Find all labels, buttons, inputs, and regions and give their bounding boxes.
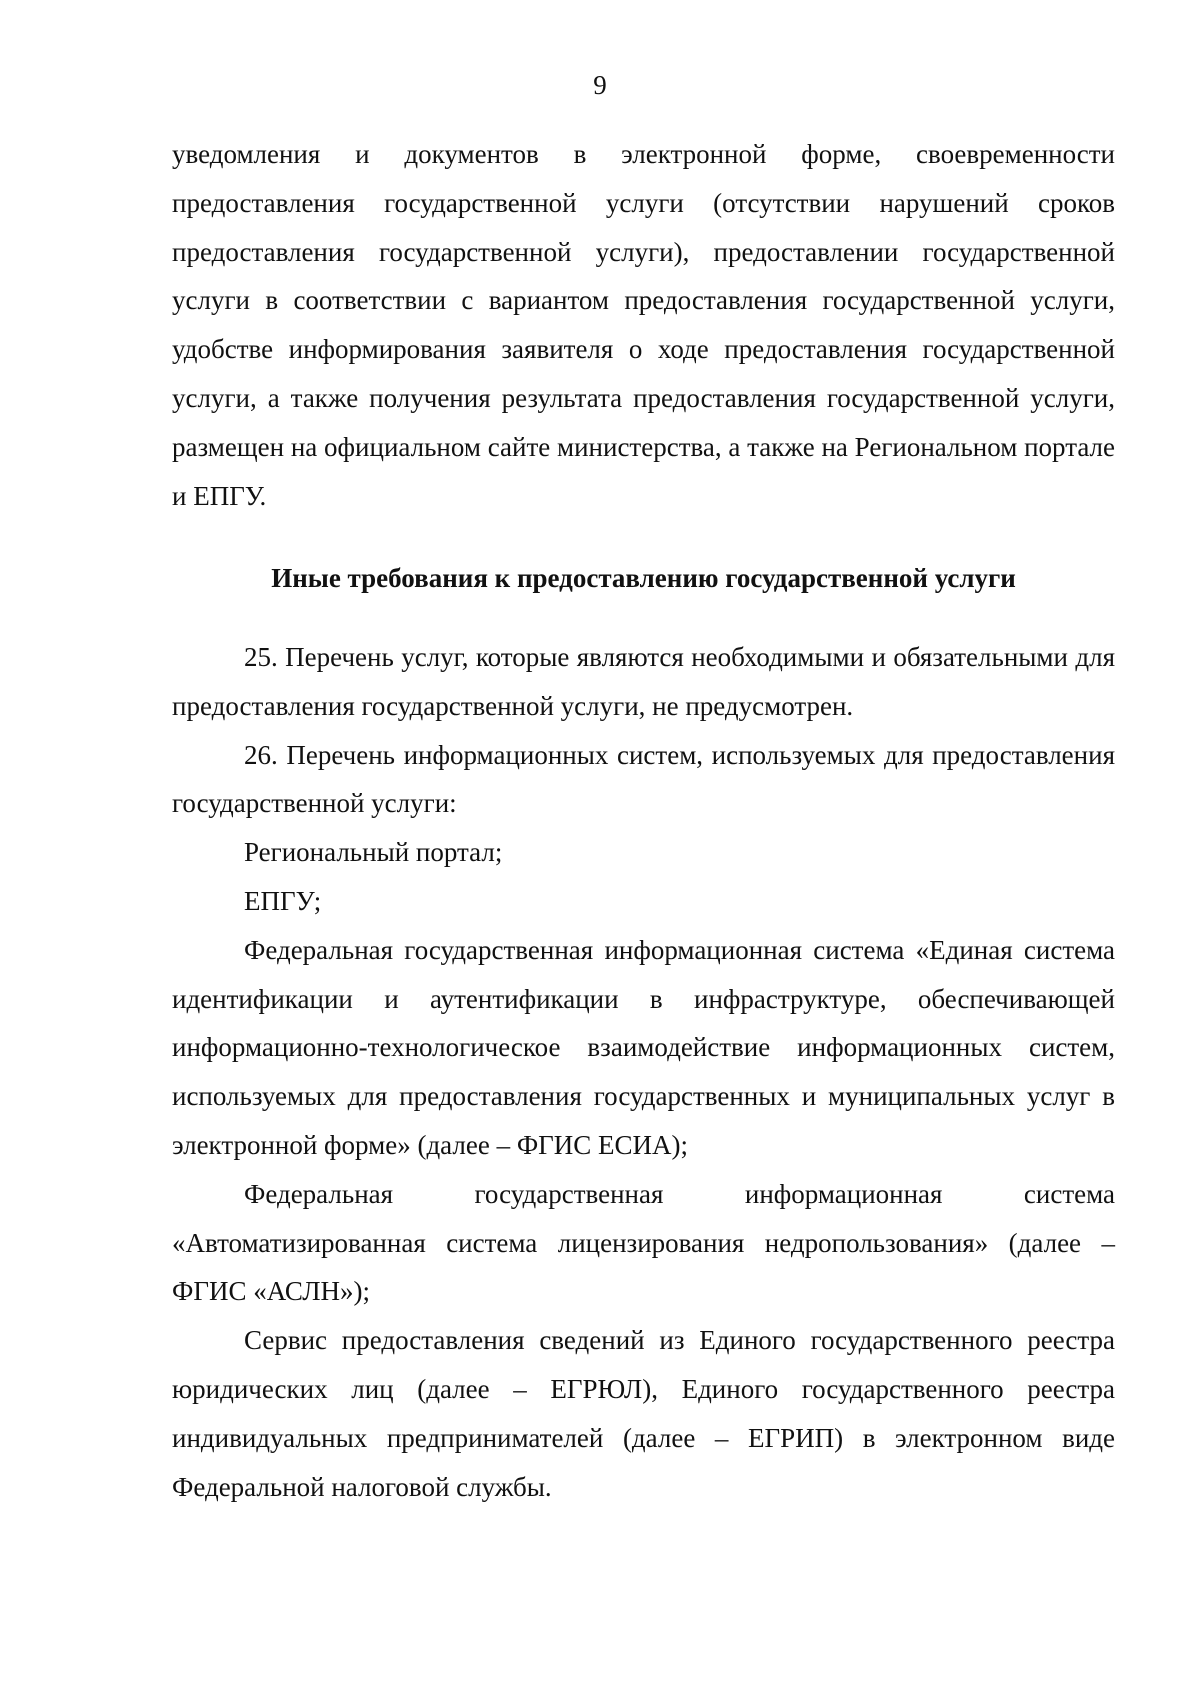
section-heading: Иные требования к предоставлению государственной услуги	[271, 563, 1016, 593]
page-number: 9	[593, 70, 607, 100]
paragraph-26: 26. Перечень информационных систем, используемых для предоставления государственной услуги:	[172, 739, 1115, 819]
list-item-epgu: ЕПГУ;	[244, 885, 322, 916]
continuation-paragraph: уведомления и документов в электронной форме, своевременности предоставления государственной услуги (отсутствии нарушений сроков предоставления государственной услуги), предоставлении государственной услуги в соответствии с вариантом предоставления государственной услуги, удобстве информирования заявителя о ходе предоставления государственной услуги, а также получения результата предоставления государственной услуги, размещен на официальном сайте министерства, а также на Региональном портале и ЕПГУ.	[172, 139, 1115, 511]
list-item-fgis-asln: Федеральная государственная информационная система «Автоматизированная система лицензирования недропользования» (далее – ФГИС «АСЛН»);	[172, 1178, 1115, 1307]
list-item-fgis-esia: Федеральная государственная информационная система «Единая система идентификации и аутентификации в инфраструктуре, обеспечивающей информационно-технологическое взаимодействие информационных систем, используемых для предоставления государственных и муниципальных услуг в электронной форме» (далее – ФГИС ЕСИА);	[172, 934, 1115, 1160]
paragraph-25: 25. Перечень услуг, которые являются необходимыми и обязательными для предоставления государственной услуги, не предусмотрен.	[172, 642, 1115, 721]
list-item-egrul-service: Сервис предоставления сведений из Единого государственного реестра юридических лиц (далее – ЕГРЮЛ), Единого государственного реестра индивидуальных предпринимателей (далее – ЕГРИП) в электронном виде Федеральной налоговой службы.	[172, 1325, 1115, 1502]
continuation-block	[172, 130, 1115, 520]
section-body	[172, 633, 1115, 1511]
list-item-regional-portal: Региональный портал;	[244, 837, 503, 868]
